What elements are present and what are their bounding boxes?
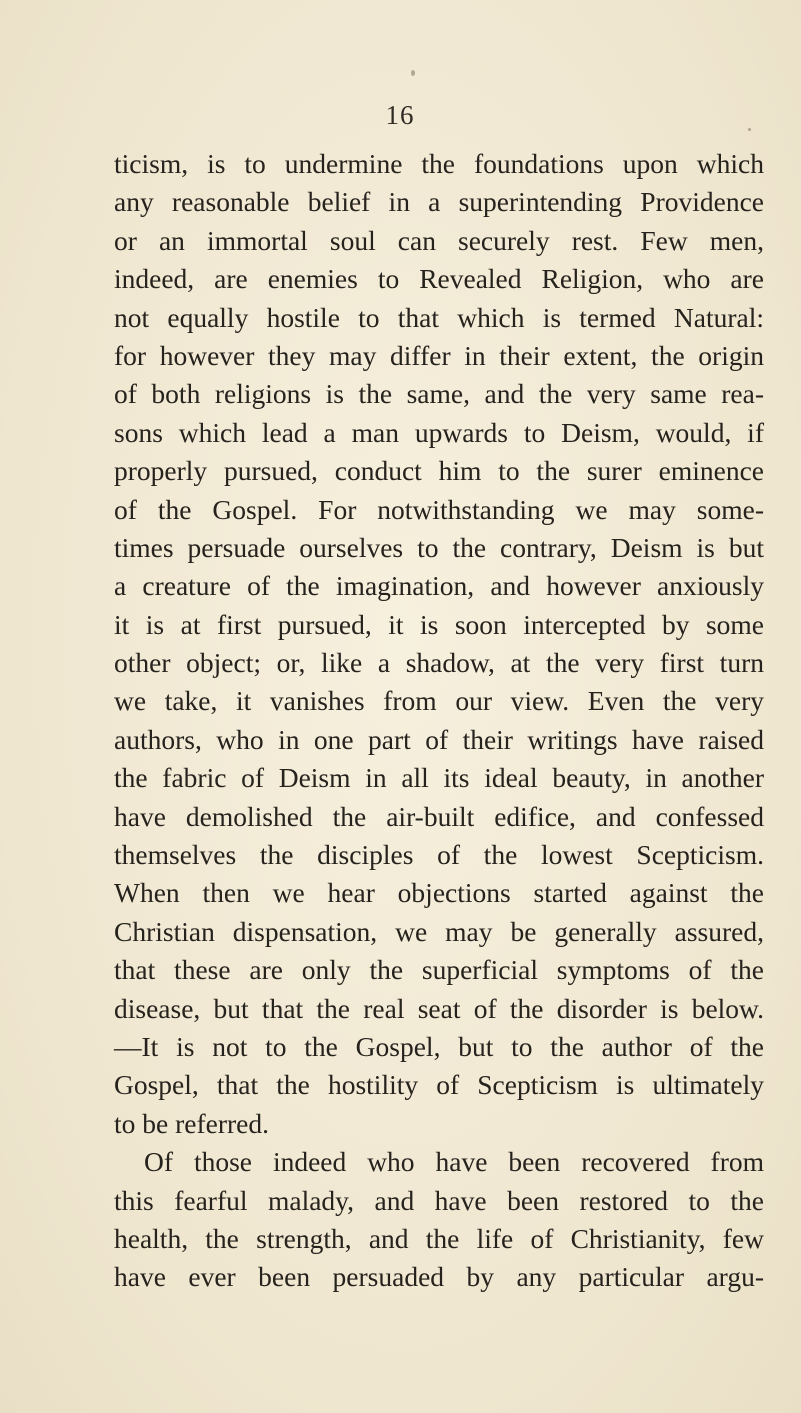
text-line: of the Gospel. For notwithstanding we may some-: [114, 493, 764, 525]
text-line: When then we hear objections started against the: [114, 877, 764, 909]
text-line: it is at first pursued, it is soon intercepted by some: [114, 608, 764, 640]
ink-speck: [411, 70, 415, 76]
text-line: —It is not to the Gospel, but to the author of the: [114, 1030, 764, 1062]
text-line: a creature of the imagination, and however anxiously: [114, 570, 764, 602]
text-line: ticism, is to undermine the foundations upon which: [114, 148, 764, 179]
body-text: [114, 145, 764, 1297]
text-line: have demolished the air-built edifice, and confessed: [114, 800, 764, 832]
text-line: Christian dispensation, we may be generally assured,: [114, 915, 764, 947]
text-line: any reasonable belief in a superintending Providence: [114, 186, 764, 218]
text-line: for however they may differ in their extent, the origin: [114, 339, 764, 371]
text-line: sons which lead a man upwards to Deism, would, if: [114, 416, 764, 448]
text-line: the fabric of Deism in all its ideal beauty, in another: [114, 762, 764, 794]
text-line: that these are only the superficial symptoms of the: [114, 954, 764, 986]
text-line: disease, but that the real seat of the disorder is below.: [114, 992, 764, 1024]
text-line: not equally hostile to that which is termed Natural:: [114, 301, 764, 333]
text-line: times persuade ourselves to the contrary, Deism is but: [114, 531, 764, 563]
text-line: of both religions is the same, and the very same rea-: [114, 378, 764, 410]
text-line: other object; or, like a shadow, at the very first turn: [114, 647, 764, 679]
ink-speck: [748, 128, 751, 131]
text-line: indeed, are enemies to Revealed Religion, who are: [114, 263, 764, 295]
text-line: health, the strength, and the life of Christianity, few: [114, 1222, 764, 1254]
text-line: we take, it vanishes from our view. Even the very: [114, 685, 764, 717]
text-line: this fearful malady, and have been restored to the: [114, 1184, 764, 1216]
text-line: Of those indeed who have been recovered from: [144, 1146, 764, 1178]
text-line: themselves the disciples of the lowest Scepticism.: [114, 839, 764, 871]
text-line: properly pursued, conduct him to the surer eminence: [114, 455, 764, 487]
page-number: 16: [385, 100, 415, 130]
text-line: Gospel, that the hostility of Scepticism is ultimately: [114, 1069, 764, 1101]
text-line: authors, who in one part of their writings have raised: [114, 723, 764, 755]
text-line: or an immortal soul can securely rest. Few men,: [114, 224, 764, 256]
text-line: have ever been persuaded by any particular argu-: [114, 1261, 764, 1293]
text-line: to be referred.: [114, 1107, 269, 1139]
